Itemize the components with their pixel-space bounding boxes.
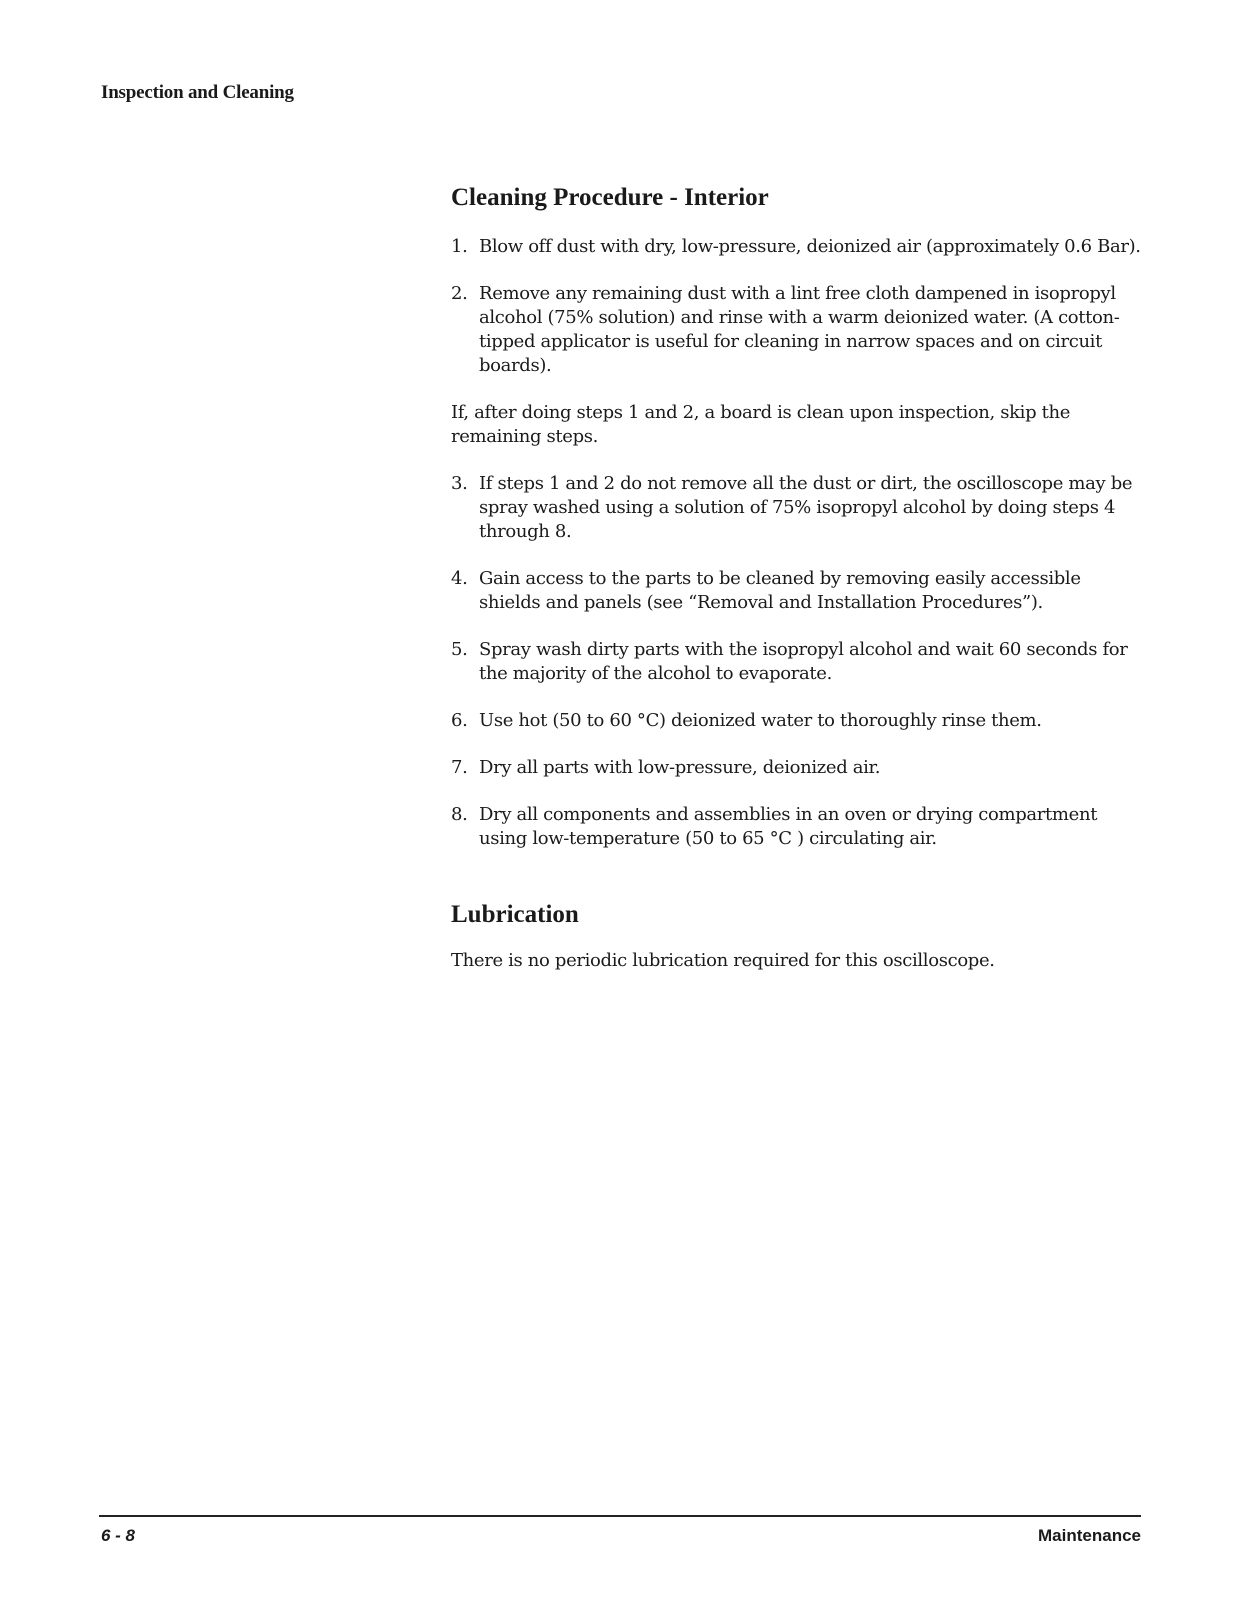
step-text: Blow off dust with dry, low-pressure, deionized air (approximately 0.6 Bar). bbox=[479, 236, 1141, 257]
running-header: Inspection and Cleaning bbox=[101, 82, 294, 103]
list-item bbox=[451, 235, 1141, 259]
steps-list-2 bbox=[451, 472, 1141, 851]
step-number: 7. bbox=[451, 757, 468, 778]
step-text: If steps 1 and 2 do not remove all the dust or dirt, the oscilloscope may be spray washed using a solution of 75% isopropyl alcohol by doing steps 4 through 8. bbox=[479, 473, 1133, 542]
list-item bbox=[451, 709, 1141, 733]
list-item bbox=[451, 567, 1141, 615]
heading-lubrication: Lubrication bbox=[451, 901, 579, 928]
step-text: Spray wash dirty parts with the isopropyl alcohol and wait 60 seconds for the majority of the alcohol to evaporate. bbox=[479, 639, 1128, 684]
step-text: Remove any remaining dust with a lint free cloth dampened in isopropyl alcohol (75% solution) and rinse with a warm deionized water. (A cotton-tipped applicator is useful for cleaning in narrow spaces and on circuit boards). bbox=[479, 283, 1120, 376]
page-number: 6 - 8 bbox=[101, 1526, 136, 1545]
step-number: 2. bbox=[451, 283, 468, 304]
footer-section-name: Maintenance bbox=[1038, 1526, 1141, 1545]
step-number: 6. bbox=[451, 710, 468, 731]
step-text: Dry all components and assemblies in an oven or drying compartment using low-temperature (50 to 65 °C ) circulating air. bbox=[479, 804, 1098, 849]
step-text: Dry all parts with low-pressure, deionized air. bbox=[479, 757, 881, 778]
step-number: 1. bbox=[451, 236, 468, 257]
page-content bbox=[451, 180, 1141, 973]
lubrication-text: There is no periodic lubrication required for this oscilloscope. bbox=[451, 950, 995, 971]
list-item bbox=[451, 803, 1141, 851]
list-item bbox=[451, 472, 1141, 544]
list-item bbox=[451, 282, 1141, 378]
step-number: 5. bbox=[451, 639, 468, 660]
step-number: 3. bbox=[451, 473, 468, 494]
footer-divider bbox=[99, 1515, 1141, 1517]
skip-note: If, after doing steps 1 and 2, a board is clean upon inspection, skip the remaining steps. bbox=[451, 402, 1071, 447]
list-item bbox=[451, 638, 1141, 686]
list-item bbox=[451, 756, 1141, 780]
step-number: 8. bbox=[451, 804, 468, 825]
heading-cleaning-interior: Cleaning Procedure - Interior bbox=[451, 184, 769, 211]
steps-list-1 bbox=[451, 235, 1141, 378]
step-text: Gain access to the parts to be cleaned by removing easily accessible shields and panels (see “Removal and Installation Procedures”). bbox=[479, 568, 1081, 613]
step-text: Use hot (50 to 60 °C) deionized water to thoroughly rinse them. bbox=[479, 710, 1042, 731]
step-number: 4. bbox=[451, 568, 468, 589]
